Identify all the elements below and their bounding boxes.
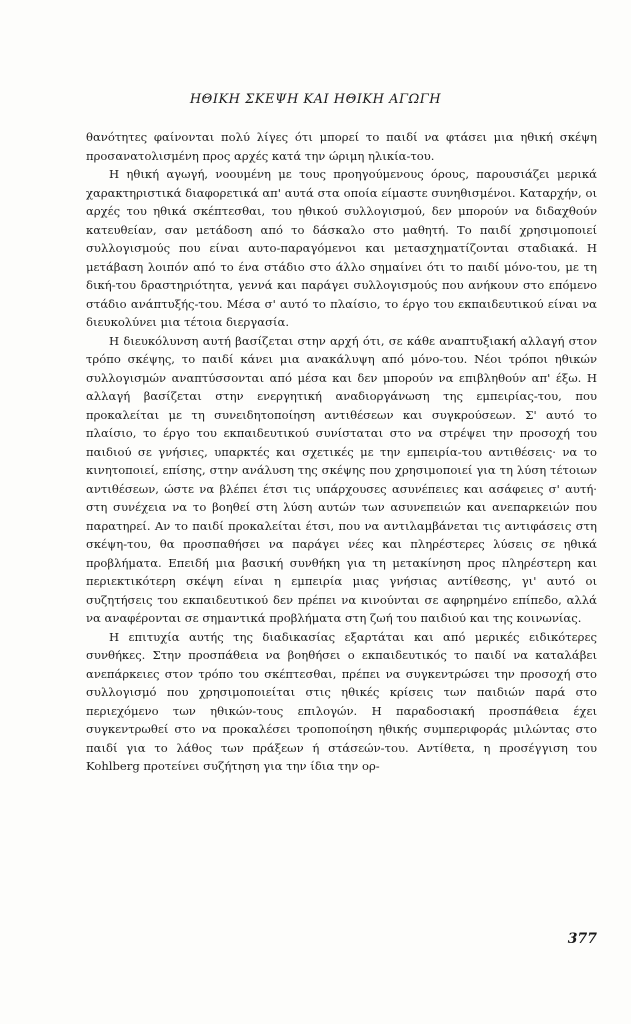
paragraph-facilitation: Η διευκόλυνση αυτή βασίζεται στην αρχή ότι, σε κάθε αναπτυξιακή αλλαγή στον τρόπο σκέψης, το παιδί κάνει μια ανακάλυψη από μόνο-του. Νέοι τρόποι ηθικών συλλογισμών αναπτύσσονται από μέσα και δεν μπορούν να επιβληθούν απ' έξω. Η αλλαγή βασίζεται στην ενεργητική αναδιοργάνωση της εμπειρίας-του, που προκαλείται με τη συνειδητοποίηση αντιθέσεων και συγκρούσεων. Σ' αυτό το πλαίσιο, το έργο του εκπαιδευτικού συνίσταται στο να στρέψει την προσοχή του παιδιού σε γνήσιες, υπαρκτές και σχετικές με την εμπειρία-του αντιθέσεις· να το κινητοποιεί, επίσης, στην ανάλυση της σκέψης που χρησιμοποιεί για τη λύση τέτοιων αντιθέσεων, ώστε να βλέπει έτσι τις υπάρχουσες ασυνέπειες και ασάφειες σ' αυτή· στη συνέχεια να το βοηθεί στη λύση αυτών των ασυνεπειών και ανεπαρκειών που παρατηρεί. Αν το παιδί προκαλείται έτσι, που να αντιλαμβάνεται τις αντιφάσεις στη σκέψη-του, θα προσπαθήσει να παράγει νέες και πληρέστερες λύσεις σε ηθικά προβλήματα. Επειδή μια βασική συνθήκη για τη μετακίνηση προς πληρέστερη και περιεκτικότερη σκέψη είναι η εμπειρία μιας γνήσιας αντίθεσης, γι' αυτό οι συζητήσεις του εκπαιδευτικού δεν πρέπει να κινούνται σε αφηρημένο επίπεδο, αλλά να αναφέρονται σε σημαντικά προβλήματα στη ζωή του παιδιού και της κοινωνίας. (86, 333, 597, 625)
paragraph-success-conditions: Η επιτυχία αυτής της διαδικασίας εξαρτάται και από μερικές ειδικότερες συνθήκες. Στην προσπάθεια να βοηθήσει ο εκπαιδευτικός το παιδί να καταλάβει ανεπάρκειες στον τρόπο του σκέπτεσθαι, πρέπει να συγκεντρώσει την προσοχή στο συλλογισμό που χρησιμοποιείται στις ηθικές κρίσεις των παιδιών παρά στο περιεχόμενο των ηθικών-τους επιλογών. Η παραδοσιακή προσπάθεια έχει συγκεντρωθεί στο να προκαλέσει τροποποίηση ηθικής συμπεριφοράς μιλώντας στο παιδί για το λάθος των πράξεων ή στάσεών-του. Αντίθετα, η προσέγγιση του Kohlberg προτείνει συζήτηση για την ίδια την ορ- (86, 629, 597, 773)
paragraph-moral-education: Η ηθική αγωγή, νοουμένη με τους προηγούμενους όρους, παρουσιάζει μερικά χαρακτηριστικά διαφορετικά απ' αυτά στα οποία είμαστε συνηθισμένοι. Καταρχήν, οι αρχές του ηθικά σκέπτεσθαι, του ηθικού συλλογισμού, δεν μπορούν να διδαχθούν κατευθείαν, σαν μετάδοση από το δάσκαλο στο μαθητή. Το παιδί χρησιμοποιεί συλλογισμούς που είναι αυτο-παραγόμενοι και μετασχηματίζονται σταδιακά. Η μετάβαση λοιπόν από το ένα στάδιο στο άλλο σημαίνει ότι το παιδί μόνο-του, με τη δική-του δραστηριότητα, γεννά και παράγει συλλογισμούς που ανήκουν στο επόμενο στάδιο ανάπτυξής-του. Μέσα σ' αυτό το πλαίσιο, το έργο του εκπαιδευτικού είναι να διευκολύνει μια τέτοια διεργασία. (86, 167, 597, 329)
body-text (86, 128, 597, 776)
paragraph-continuation: θανότητες φαίνονται πολύ λίγες ότι μπορεί το παιδί να φτάσει μια ηθική σκέψη προσανατολισμένη προς αρχές κατά την ώριμη ηλικία-του. (86, 130, 597, 163)
page-number: 377 (567, 931, 597, 947)
running-header: ΗΘΙΚΗ ΣΚΕΨΗ ΚΑΙ ΗΘΙΚΗ ΑΓΩΓΗ (189, 92, 442, 107)
